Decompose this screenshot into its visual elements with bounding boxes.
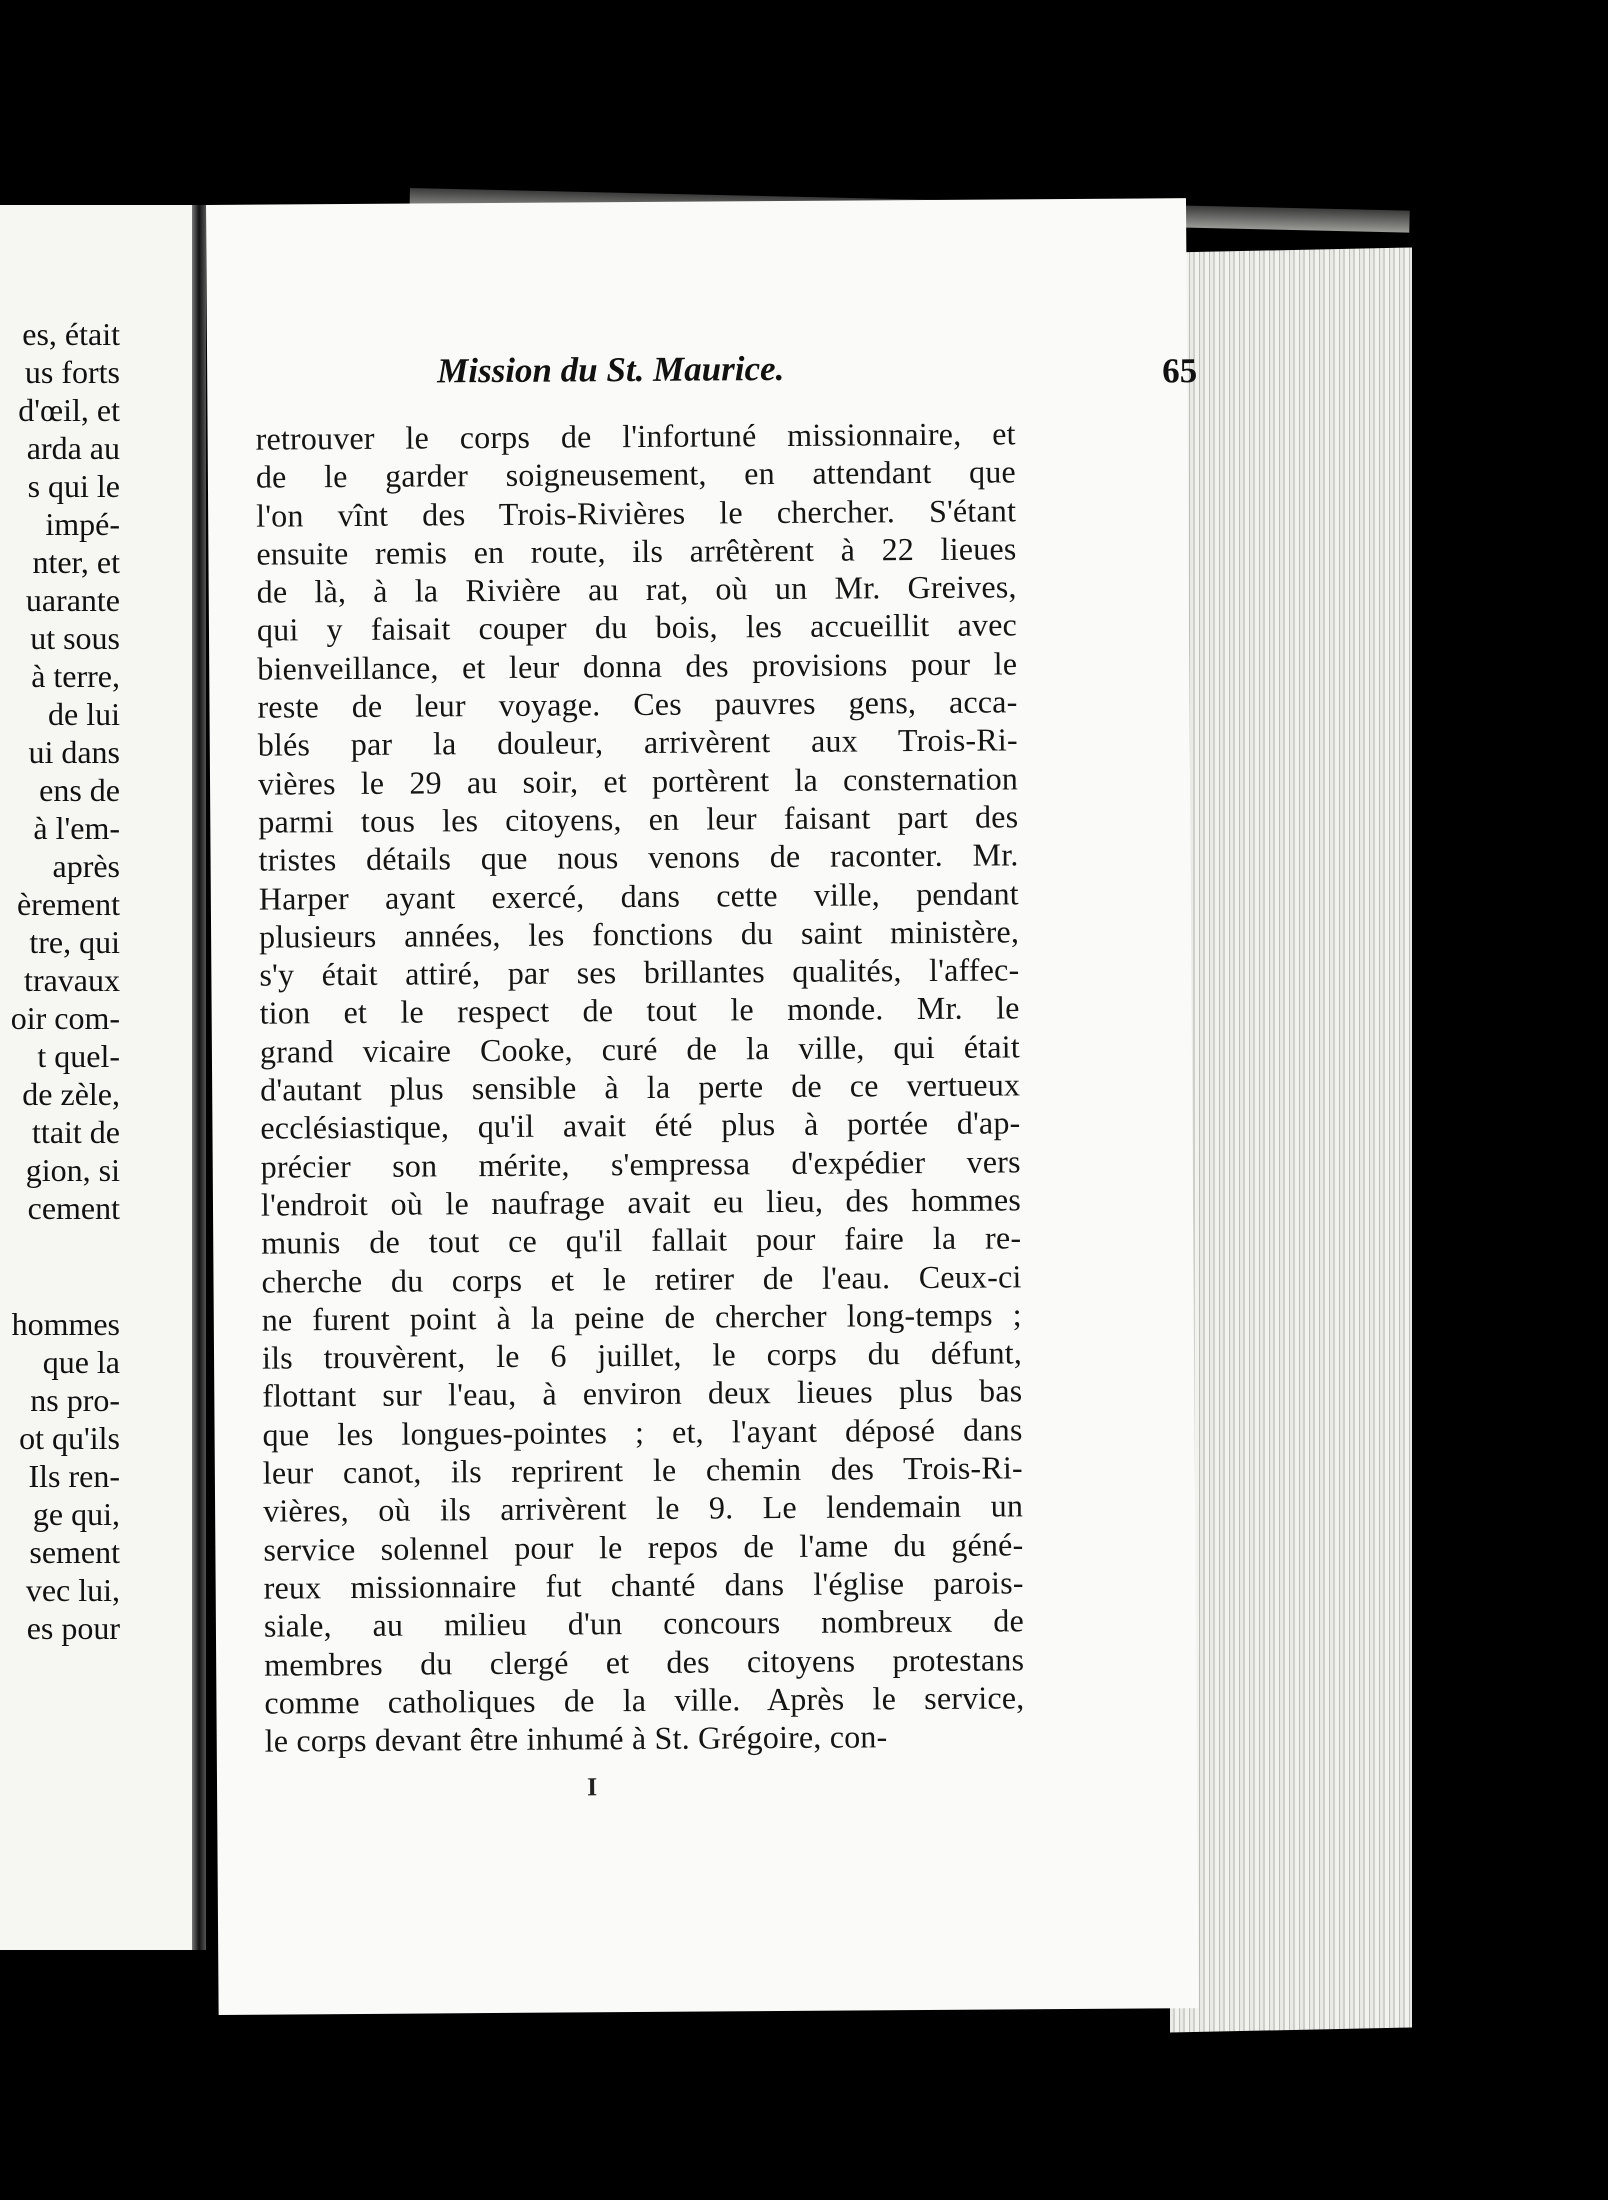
text-line: membres du clergé et des citoyens protestans (264, 1640, 1025, 1683)
left-page-line: t quel- (37, 1038, 120, 1074)
left-page-line: tre, qui (29, 924, 120, 960)
left-page-line: d'œil, et (18, 392, 120, 428)
text-line: qui y faisait couper du bois, les accueillit avec (256, 606, 1018, 649)
text-line: retrouver le corps de l'infortuné missionnaire, et (255, 415, 1016, 457)
left-page-line: travaux (24, 962, 120, 998)
running-title: Mission du St. Maurice. (437, 348, 785, 391)
left-page-line: uarante (25, 582, 120, 618)
left-page-line: Ils ren- (28, 1458, 120, 1494)
text-line: que les longues-pointes ; et, l'ayant déposé dans (262, 1411, 1023, 1453)
signature-mark: I (586, 1772, 598, 1802)
left-page-line: ge qui, (32, 1496, 120, 1532)
left-page-line: oir com- (10, 1000, 120, 1036)
text-line: reux missionnaire fut chanté dans l'église parois- (263, 1564, 1024, 1606)
left-page-line: arda au (26, 430, 120, 466)
left-page-line: après (52, 848, 120, 884)
text-line: l'on vînt des Trois-Rivières le chercher. S'étant (256, 491, 1017, 534)
left-page-line: ns pro- (30, 1382, 120, 1418)
left-facing-page (0, 205, 192, 1950)
text-line: cherche du corps et le retirer de l'eau. Ceux-ci (261, 1257, 1022, 1300)
body-text (255, 414, 1024, 1760)
left-page-line: que la (42, 1344, 120, 1380)
text-line: leur canot, ils reprirent le chemin des Trois-Ri- (262, 1449, 1023, 1491)
left-page-line: à terre, (31, 658, 120, 694)
left-page-line: us forts (24, 354, 120, 390)
text-line: parmi tous les citoyens, en leur faisant part des (258, 798, 1019, 840)
text-line: reste de leur voyage. Ces pauvres gens, acca- (257, 683, 1018, 725)
text-line: plusieurs années, les fonctions du saint ministère, (258, 913, 1020, 955)
text-line: flottant sur l'eau, à environ deux lieues plus bas (262, 1372, 1023, 1415)
text-line: tion et le respect de tout le monde. Mr. le (259, 989, 1020, 1032)
page-number: 65 (1162, 351, 1198, 391)
text-line: blés par la douleur, arrivèrent aux Trois-Ri- (257, 721, 1018, 764)
right-page (206, 198, 1199, 2015)
text-line: siale, au milieu d'un concours nombreux de (263, 1602, 1025, 1644)
text-line: d'autant plus sensible à la perte de ce vertueux (260, 1066, 1021, 1108)
left-page-line: vec lui, (25, 1572, 120, 1608)
left-page-line: cement (27, 1190, 120, 1226)
left-page-line: hommes (11, 1306, 120, 1342)
text-line: de là, à la Rivière au rat, où un Mr. Greives, (256, 568, 1017, 610)
left-page-line: de zèle, (22, 1076, 120, 1112)
left-page-line: ut sous (30, 620, 120, 656)
left-page-line: es pour (26, 1610, 120, 1646)
text-line: Harper ayant exercé, dans cette ville, pendant (258, 874, 1019, 917)
text-line: comme catholiques de la ville. Après le service, (264, 1679, 1025, 1721)
left-page-line: ens de (39, 772, 120, 808)
text-line: grand vicaire Cooke, curé de la ville, qui était (259, 1028, 1021, 1070)
text-line: ensuite remis en route, ils arrêtèrent à 22 lieues (256, 530, 1017, 572)
text-line: vières le 29 au soir, et portèrent la consternation (257, 760, 1019, 802)
left-page-line: s qui le (27, 468, 120, 504)
text-line: bienveillance, et leur donna des provisions pour le (257, 645, 1018, 687)
page-header (437, 346, 1197, 391)
text-line: ne furent point à la peine de chercher long-temps ; (261, 1296, 1022, 1338)
text-line: service solennel pour le repos de l'ame du géné- (263, 1525, 1024, 1568)
text-line: vières, où ils arrivèrent le 9. Le lendemain un (262, 1487, 1024, 1529)
text-line: ecclésiastique, qu'il avait été plus à portée d'ap- (260, 1104, 1021, 1146)
book-gutter (192, 205, 206, 1950)
text-line: ils trouvèrent, le 6 juillet, le corps du défunt, (261, 1334, 1023, 1376)
left-page-line: ui dans (28, 734, 120, 770)
text-line: s'y était attiré, par ses brillantes qualités, l'affec- (259, 951, 1020, 993)
left-page-line: nter, et (32, 544, 120, 580)
left-page-line: gion, si (25, 1152, 120, 1188)
text-line: de le garder soigneusement, en attendant que (255, 453, 1017, 495)
left-page-line: à l'em- (33, 810, 120, 846)
left-page-line: èrement (16, 886, 120, 922)
text-line: le corps devant être inhumé à St. Grégoire, con- (264, 1718, 888, 1759)
page-block-edges (1170, 247, 1412, 2032)
text-line: précier son mérite, s'empressa d'expédier vers (260, 1142, 1021, 1185)
left-page-line: de lui (48, 696, 120, 732)
text-line: munis de tout ce qu'il fallait pour faire la re- (261, 1219, 1022, 1261)
left-page-line: sement (29, 1534, 120, 1570)
text-line: tristes détails que nous venons de raconter. Mr. (258, 836, 1019, 878)
text-line: l'endroit où le naufrage avait eu lieu, des hommes (260, 1181, 1022, 1223)
left-page-line: ttait de (32, 1114, 120, 1150)
left-page-line: impé- (45, 506, 120, 542)
left-page-line: ot qu'ils (19, 1420, 120, 1456)
left-page-line: es, était (22, 316, 120, 352)
